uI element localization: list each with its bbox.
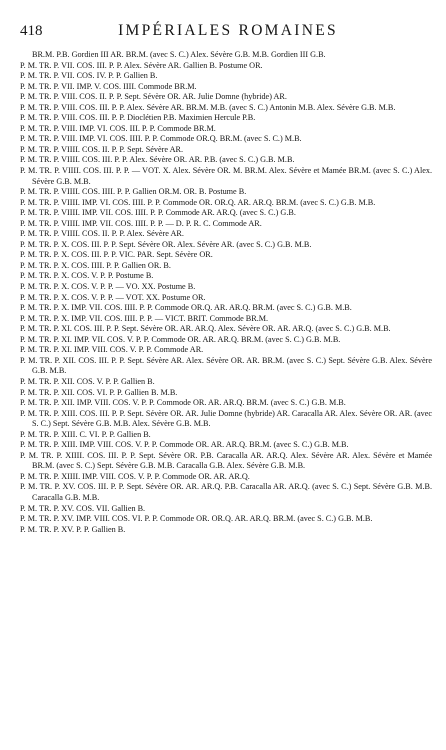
legend-entry: P. M. TR. P. XIII. COS. III. P. P. Sept. Sévère OR. AR. Julie Domne (hybride) AR. Caracalla AR. Alex. Sévère OR. AR. (avec S. C.) Sept. Sévère G.B. M.B. Alex. Sévère G.B. M.B. — [20, 408, 432, 429]
legend-entry: P. M. TR. P. X. COS. III. P. P. Sept. Sévère OR. Alex. Sévère AR. (avec S. C.) G.B. M.B. — [20, 239, 312, 249]
legend-entry: P. M. TR. P. VII. COS. III. P. P. Alex. Sévère AR. Gallien B. Postume OR. — [20, 60, 263, 70]
legend-entry: BR.M. P.B. Gordien III AR. BR.M. (avec S. C.) Alex. Sévère G.B. M.B. Gordien III G.B. — [32, 50, 326, 59]
legend-entry: P. M. TR. P. VIIII. IMP. VII. COS. IIII. P. P. Commode AR. AR.Q. (avec S. C.) G.B. — [20, 208, 296, 218]
legend-entry: P. M. TR. P. XIII. C. VI. P. P. Gallien B. — [20, 429, 151, 439]
legend-entry: P. M. TR. P. VII. IMP. V. COS. IIII. Commode BR.M. — [20, 81, 197, 91]
legend-entry: P. M. TR. P. X. COS. III. P. P. VIC. PAR. Sept. Sévère OR. — [20, 250, 213, 260]
legend-entry: P. M. TR. P. X. COS. V. P. P. Postume B. — [20, 271, 154, 281]
legend-entry: P. M. TR. P. VIIII. COS. III. P. P. — VOT. X. Alex. Sévère OR. M. BR.M. Alex. Sévère et Mamée BR.M. (avec S. C.) Alex. Sévère G.B. M.B. — [20, 166, 432, 186]
legend-entry: P. M. TR. P. XII. IMP. VIII. COS. V. P. P. Commode OR. AR. AR.Q. BR.M. (avec S. C.) G.B. M.B. — [20, 398, 346, 408]
legend-entry: P. M. TR. P. VIIII. COS. II. P. P. Alex. Sévère AR. — [20, 229, 184, 239]
page-number: 418 — [20, 23, 43, 39]
legend-entry: P. M. TR. P. XV. COS. III. P. P. Sept. Sévère OR. AR. AR.Q. P.B. Caracalla AR. AR.Q. (avec S. C.) Sept. Sévère G.B. M.B. Caracalla G.B. M.B. — [20, 482, 432, 502]
legend-entry: P. M. TR. P. VIIII. IMP. VI. COS. IIII. P. P. Commode OR. OR.Q. AR. AR.Q. BR.M. (avec S. C.) G.B. M.B. — [20, 197, 376, 207]
legend-entry: P. M. TR. P. XII. COS. VI. P. P. Gallien B. M.B. — [20, 387, 178, 397]
legend-entry: P. M. TR. P. VIII. COS. II. P. P. Sept. Sévère OR. AR. Julie Domne (hybride) AR. — [20, 92, 287, 102]
legend-entry: P. M. TR. P. VIIII. IMP. VII. COS. IIII. P. P. — D. P. R. C. Commode AR. — [20, 218, 262, 228]
legend-entry: P. M. TR. P. X. IMP. VII. COS. IIII. P. P. Commode OR.Q. AR. AR.Q. BR.M. (avec S. C.) G.B. M.B. — [20, 303, 352, 313]
legend-entry: P. M. TR. P. XI. COS. III. P. P. Sept. Sévère OR. AR. AR.Q. Alex. Sévère OR. AR. AR.Q. (avec S. C.) G.B. M.B. — [20, 324, 391, 334]
legend-entry: P. M. TR. P. XIIII. COS. III. P. P. Sept. Sévère OR. P.B. Caracalla AR. AR.Q. Alex. Sévère AR. Alex. Sévère et Mamée BR.M. (avec S. C.) Sept. Sévère G.B. M.B. Caracalla G.B. Alex. Sévère G.B. M.B. — [20, 450, 432, 471]
legend-entry: P. M. TR. P. XV. COS. VII. Gallien B. — [20, 503, 146, 513]
legend-entry: P. M. TR. P. XI. IMP. VIII. COS. V. P. P. Commode AR. — [20, 345, 204, 355]
legend-entry: P. M. TR. P. X. COS. V. P. P. — VOT. XX. Postume OR. — [20, 292, 206, 302]
legend-entry: P. M. TR. P. XII. COS. III. P. P. Sept. Sévère AR. Alex. Sévère OR. AR. BR.M. (avec S. C.) Sept. Sévère G.B. Alex. Sévère G.B. M.B. — [20, 355, 432, 376]
legend-entry: P. M. TR. P. VIIII. COS. III. P. P. Alex. Sévère OR. AR. P.B. (avec S. C.) G.B. M.B. — [20, 155, 295, 165]
legend-entry: P. M. TR. P. VIII. COS. III. P. P. Alex. Sévère AR. BR.M. M.B. (avec S. C.) Antonin M.B. Alex. Sévère G.B. M.B. — [20, 102, 396, 112]
legend-entry: P. M. TR. P. VIIII. COS. IIII. P. P. Gallien OR.M. OR. B. Postume B. — [20, 187, 247, 197]
legend-entry: P. M. TR. P. VIII. IMP. VI. COS. III. P. P. Commode BR.M. — [20, 123, 216, 133]
legend-entry: P. M. TR. P. VII. COS. IV. P. P. Gallien B. — [20, 71, 158, 81]
legend-entry: P. M. TR. P. XV. IMP. VIII. COS. VI. P. P. Commode OR. OR.Q. AR. AR.Q. BR.M. (avec S. C.) G.B. M.B. — [20, 514, 373, 524]
legend-entry: P. M. TR. P. XI. IMP. VII. COS. V. P. P. Commode OR. AR. AR.Q. BR.M. (avec S. C.) G.B. M.B. — [20, 334, 341, 344]
running-title: IMPÉRIALES ROMAINES — [118, 22, 338, 39]
legend-entry: P. M. TR. P. VIII. COS. III. P. P. Dioclétien P.B. Maximien Hercule P.B. — [20, 113, 256, 123]
legend-entry: P. M. TR. P. VIIII. COS. II. P. P. Sept. Sévère AR. — [20, 144, 184, 154]
legend-list — [20, 50, 432, 535]
legend-entry: P. M. TR. P. XIII. IMP. VIII. COS. V. P. P. Commode OR. AR. AR.Q. BR.M. (avec S. C.) G.B. M.B. — [20, 440, 349, 450]
legend-entry: P. M. TR. P. X. IMP. VII. COS. IIII. P. P. — VICT. BRIT. Commode BR.M. — [20, 313, 269, 323]
legend-entry: P. M. TR. P. VIII. IMP. VI. COS. IIII. P. P. Commode OR.Q. BR.M. (avec S. C.) M.B. — [20, 134, 302, 144]
legend-entry: P. M. TR. P. XV. P. P. Gallien B. — [20, 524, 126, 534]
page-header — [20, 22, 432, 44]
legend-entry: P. M. TR. P. XII. COS. V. P. P. Gallien B. — [20, 376, 155, 386]
legend-entry: P. M. TR. P. XIIII. IMP. VIII. COS. V. P. P. Commode OR. AR. AR.Q. — [20, 471, 250, 481]
legend-entry: P. M. TR. P. X. COS. V. P. P. — VO. XX. Postume B. — [20, 282, 196, 292]
legend-entry: P. M. TR. P. X. COS. IIII. P. P. Gallien OR. B. — [20, 260, 171, 270]
